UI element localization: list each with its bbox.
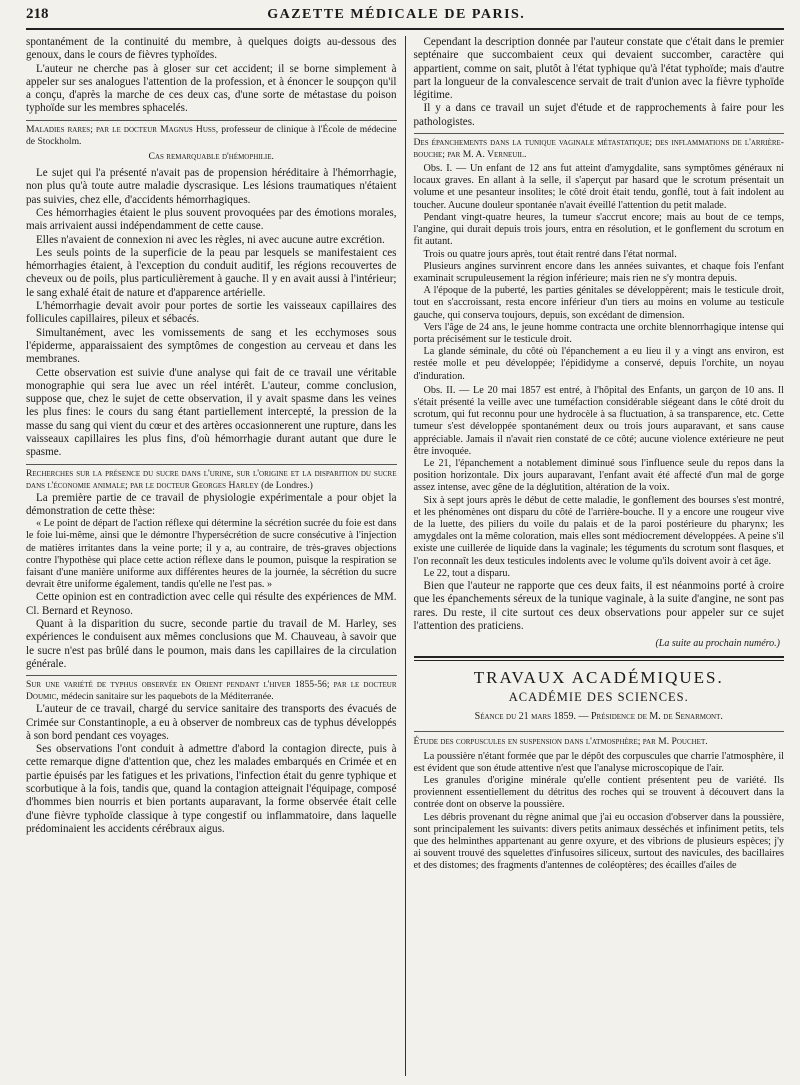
observation: Vers l'âge de 24 ans, le jeune homme contracta une orchite blennorrhagique intense qui porta précisément sur le testicule droit. xyxy=(413,321,784,345)
section-divider xyxy=(414,660,785,661)
continuation-note: (La suite au prochain numéro.) xyxy=(655,638,780,650)
heading-text: Maladies rares; par le docteur xyxy=(26,123,161,135)
quotation: « Le point de départ de l'action réflexe qui détermine la sécrétion sucrée du foie est dans le foie lui-même, ainsi que le démontre l'hypersécrétion de sucre consécutive à l'injection de matières irritantes dans la veine porte; il y a, au contraire, de très-graves objections contre l'hypothèse qui place cette action réflexe dans le poumon, puisque la respiration se faisant d'une manière uniforme aux différentes heures de la journée, la sécrétion du sucre devrait être uniforme également, tandis qu'elle ne l'est pas. » xyxy=(26,518,397,591)
section-title: TRAVAUX ACADÉMIQUES. xyxy=(473,668,724,688)
paragraph: Bien que l'auteur ne rapporte que ces deux faits, il est néanmoins porté à croire que les épanchements séreux de la tunique vaginale, à la suite d'angine, ne sont pas rares. Du reste, il cite surtout ces deux observations pour appeler sur ce sujet l'attention des praticiens. xyxy=(413,579,784,632)
author-name: Magnus Huss xyxy=(160,123,216,135)
right-column xyxy=(405,36,785,1076)
paragraph: L'auteur ne cherche pas à gloser sur cet accident; il se borne simplement à appeler sur ses analogues l'attention de la profession, et à énoncer le soupçon qu'il a conçu, d'après la marche de ces deux cas, d'une sorte de métastase du poison typhoïde sur les membres sphacelés. xyxy=(26,62,397,115)
observation: A l'époque de la puberté, les parties génitales se développèrent; mais le testicule droit, tout en s'accroissant, resta encore inférieur d'un tiers au moins en volume au testicule gauche, qui conserva toujours, depuis, son excédant de dimension. xyxy=(413,285,784,321)
paragraph: Le sujet qui l'a présenté n'avait pas de propension héréditaire à l'hémorrhagie, non plus qu'à toute autre maladie dyscrasique. Les lésions traumatiques n'étaient pas suivies, chez elle, d'accidents hémorrhagiques. xyxy=(26,167,397,206)
author-name: A. Verneuil xyxy=(475,149,524,161)
paragraph: L'auteur de ce travail, chargé du service sanitaire des transports des évacués de Crimée sur Constantinople, a eu à observer de nombreux cas de typhus développés à son bord pendant ces voyages. xyxy=(26,703,397,742)
article-heading-pouchet xyxy=(414,731,785,748)
observation: Le 22, tout a disparu. xyxy=(423,567,511,579)
observation: La glande séminale, du côté où l'épanchement a eu lieu il y a vingt ans environ, est restée molle et peu développée; l'épididyme a conservé, depuis l'orchite, un noyau d'induration. xyxy=(413,346,784,382)
paragraph: L'hémorrhagie devait avoir pour portes de sortie les vaisseaux capillaires des follicules capillaires, pileux et sébacés. xyxy=(26,300,397,326)
article-subheading: Cas remarquable d'hémophilie. xyxy=(148,150,274,162)
observation: Le 21, l'épanchement a notablement diminué sous l'influence seule du repos dans la position horizontale. Dix jours auparavant, l'enfant avait été affecté d'un mal de gorge assez intense, avec gêne de la déglutition, altération de la voix. xyxy=(413,457,784,494)
academy-title: ACADÉMIE DES SCIENCES. xyxy=(508,689,689,704)
heading-text: , professeur de clinique à l'École de médecine de Stockholm. xyxy=(26,123,397,147)
observation: Obs. II. — Le 20 mai 1857 est entré, à l'hôpital des Enfants, un garçon de 10 ans. Il s'était présenté la veille avec une tuméfaction considérable siégeant dans le côté droit du scrotum, qui fut reconnu pour une hydrocèle à sa fluctuation, à sa transparence, etc. Cette tumeur s'est développée spontanément deux ou trois jours auparavant, et sans cause appréciable. Jamais il n'avait rien constaté de ce côté; aucune violence extérieure ne peut être invoquée. xyxy=(413,384,784,457)
observation: Trois ou quatre jours après, tout était rentré dans l'état normal. xyxy=(423,248,677,260)
paragraph: Les débris provenant du règne animal que j'ai eu occasion d'observer dans la poussière, sont principalement les suivants: divers petits animaux desséchés et infiniment petits, tels que des helminthes appartenant au genre oxyure, et des vibrions de plusieurs espèces; j'y ai souvent trouvé des squelettes d'infusoires siliceux, surtout des navicules, des bacillaires et des distomes; des fragments d'antennes de coléoptères; des écailles d'ailes de xyxy=(413,811,784,872)
author-name: Pouchet xyxy=(671,736,706,748)
author-name: Georges Harley xyxy=(191,479,259,491)
article-heading-harley xyxy=(26,464,397,492)
paragraph: Cette observation est suivie d'une analyse qui fait de ce travail une véritable monographie qui sera lue avec un réel intérêt. L'auteur, comme conclusion, suppose que, chez le sujet de cette observation, il y avait spasme dans les veines les plus fines: le cours du sang étant partiellement intercepté, la pression de la masse du sang qui vient du cœur et des artères occasionnerent une rupture, dans les vaisseaux capillaires les plus fins, d'où hémorrhagie durant autant que dure le spasme. xyxy=(26,366,397,459)
article-heading-doumic xyxy=(26,675,397,703)
heading-text: (de Londres.) xyxy=(258,479,313,491)
heading-text: . xyxy=(705,736,708,748)
observation: Plusieurs angines survinrent encore dans les années suivantes, et chaque fois l'enfant examinait scrupuleusement la région inférieure; mais rien ne s'y montra depuis. xyxy=(413,260,784,284)
observation: Pendant vingt-quatre heures, la tumeur s'accrut encore; mais au bout de ce temps, l'angine, qui durait depuis trois jours, entra en résolution, et le gonflement du scrotum en fit autant. xyxy=(413,211,784,248)
author-name: Doumic xyxy=(26,691,57,703)
paragraph: La première partie de ce travail de physiologie expérimentale a pour objet la démonstration de cette thèse: xyxy=(26,491,397,517)
heading-text: Des épanchements dans la tunique vaginale métastatique; des inflammations de l'arrière-bouche; par M. xyxy=(413,137,784,161)
paragraph: Simultanément, avec les vomissements de sang et les ecchymoses sous l'épiderme, apparaissaient des symptômes de congestion au cerveau et dans les membranes. xyxy=(26,326,397,366)
heading-text: Étude des corpuscules en suspension dans l'atmosphère; par M. xyxy=(413,736,672,748)
paragraph: Cette opinion est en contradiction avec celle qui résulte des expériences de MM. Cl. Bernard et Reynoso. xyxy=(26,591,397,617)
paragraph: spontanément de la continuité du membre, à quelques doigts au-dessous des genoux, dans le cours de fièvres typhoïdes. xyxy=(26,36,397,62)
paragraph: Quant à la disparition du sucre, seconde partie du travail de M. Harley, ses expériences le conduisent aux mêmes conclusions que M. Chauveau, à savoir que le sucre n'est pas brûlé dans le poumon, mais dans les capillaires de la circulation générale. xyxy=(26,618,397,670)
paragraph: Il y a dans ce travail un sujet d'étude et de rapprochements à faire pour les pathologistes. xyxy=(413,102,784,128)
session-line: Séance du 21 mars 1859. — Présidence de M. de Senarmont. xyxy=(474,711,723,723)
heading-text: Sur une variété de typhus observée en Orient pendant l'hiver 1855-56; par le docteur xyxy=(26,679,397,691)
page-number: 218 xyxy=(26,6,49,22)
page-header xyxy=(26,6,784,30)
heading-text: . xyxy=(523,149,527,161)
observation: Six à sept jours après le début de cette maladie, le gonflement des bourses s'est montré, et les phénomènes ont disparu du côté de l'arrière-bouche. Il y a encore une rougeur vive de la luette, des piliers du voile du palais et de la paroi postérieure du pharynx; les amygdales ont la même coloration, mais elles sont médiocrement développées. A peine s'il existe une cuillerée de liquide dans la vaginale; les téguments du scrotum sont flasques, et l'on reconnaît les deux testicules indolents avec le volume qu'ils doivent avoir à cet âge. xyxy=(413,494,784,567)
section-divider xyxy=(414,656,785,658)
paragraph: Elles n'avaient de connexion ni avec les règles, ni avec aucune autre excrétion. xyxy=(36,233,385,246)
paragraph: Les granules d'origine minérale qu'elle contient présentent peu de variété. Ils proviennent essentiellement du détritus des roches qui se trouvent à découvert dans la contrée dont on observe la poussière. xyxy=(413,775,784,811)
observation: Obs. I. — Un enfant de 12 ans fut atteint d'amygdalite, sans symptômes généraux ni locaux graves. En allant à la selle, il s'aperçut par hasard que le scrotum présentait un volume et une pesanteur insolites; le côté droit était tendu, gonflé, tout à fait indolent au toucher. Aucune douleur spontanée n'avait éveillé l'attention du petit malade. xyxy=(413,163,784,211)
paragraph: La poussière n'étant formée que par le dépôt des corpuscules que charrie l'atmosphère, il est évident que son étude attentive n'est que l'analyse microscopique de l'air. xyxy=(413,750,784,774)
article-heading-huss xyxy=(26,120,397,148)
paragraph: Les seuls points de la superficie de la peau par lesquels se manifestaient ces hémorrhagies étaient, à l'exception du conduit auditif, les régions recouvertes de cheveux ou de poils, plus particulièrement à gauche. Il y en avait aussi à l'intérieur; le sang exhalé était de nature et d'apparence artérielle. xyxy=(26,246,397,299)
journal-title: GAZETTE MÉDICALE DE PARIS. xyxy=(267,7,526,22)
heading-text: , médecin sanitaire sur les paquebots de la Méditerranée. xyxy=(56,691,274,703)
paragraph: Ces hémorrhagies étaient le plus souvent provoquées par des émotions morales, mais arrivaient aussi indépendamment de cette cause. xyxy=(26,206,397,233)
heading-text: Recherches sur la présence du sucre dans l'urine, sur l'origine et la disparition du sucre dans l'économie animale; par le docteur xyxy=(26,467,397,491)
paragraph: Cependant la description donnée par l'auteur constate que c'était dans le premier septénaire que succombaient ceux qui devaient succomber, caractère qui appartient, comme on sait, plutôt à l'état typhique qu'à l'état typhoïde; mais d'autre part la longueur de la convalescence servait de trait d'union avec la fièvre typhoïde légitime. xyxy=(413,36,784,102)
paragraph: Ses observations l'ont conduit à admettre d'abord la contagion directe, puis à cette remarque digne d'attention que, chez les malades embarqués en Crimée et en partie épuisés par les fatigues et les privations, l'infection était du genre typhique et scorbutique à la fois, tandis que, quand la contagion atteignait l'équipage, composé d'hommes bien nourris et bien portants auparavant, la forme observée était celle d'une fièvre typhoïde classique à type congestif ou inflammatoire, dans laquelle prédominaient les accidents cérébraux aigus. xyxy=(26,743,397,835)
left-column xyxy=(26,36,405,1076)
article-heading-verneuil xyxy=(414,133,785,161)
columns xyxy=(26,36,784,1076)
